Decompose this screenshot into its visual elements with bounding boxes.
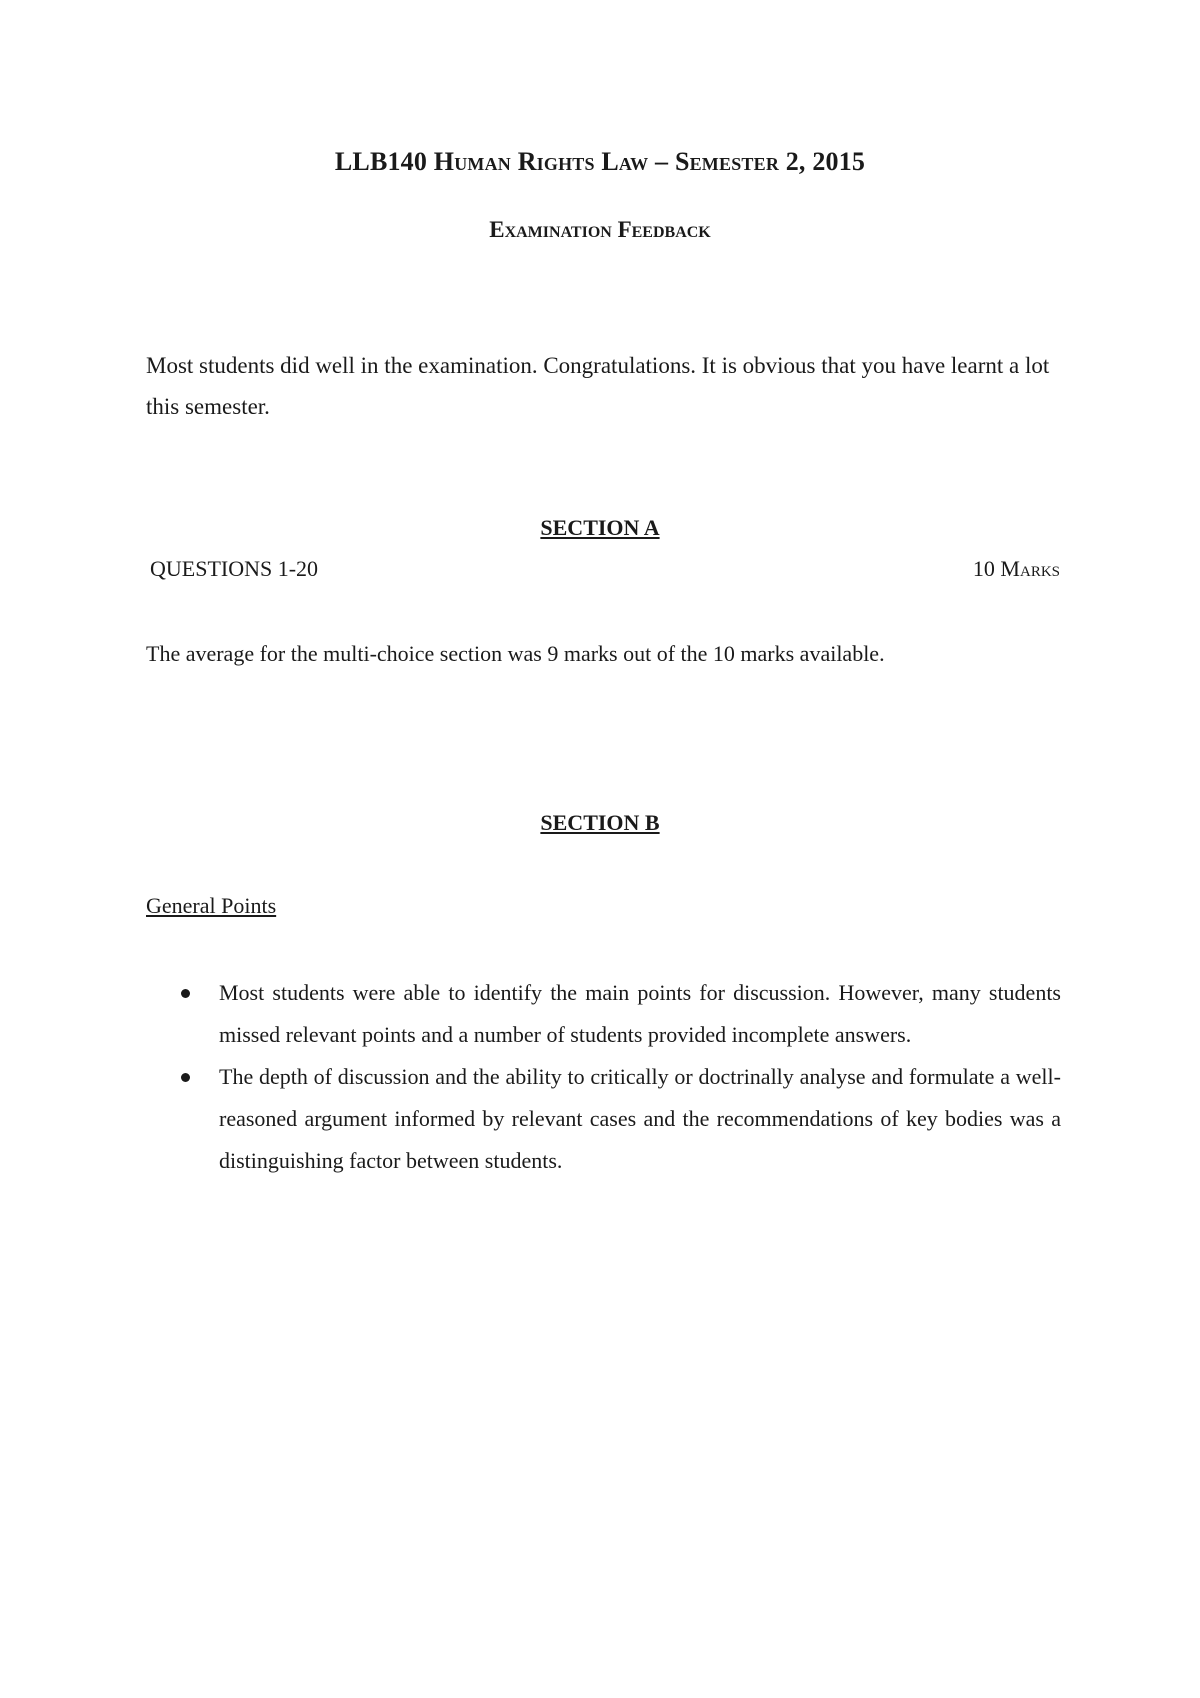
section-b-heading: SECTION B	[540, 810, 660, 835]
list-item	[146, 1056, 1061, 1182]
general-points-heading: General Points	[146, 893, 277, 918]
bullet-icon	[181, 1073, 190, 1082]
document-subtitle: Examination Feedback	[489, 217, 711, 242]
bullet-icon	[181, 989, 190, 998]
list-item-text: Most students were able to identify the main points for discussion. However, many students missed relevant points and a number of students provided incomplete answers.	[219, 980, 1061, 1047]
marks-label: 10 Marks	[972, 556, 1060, 581]
section-a-heading: SECTION A	[540, 515, 660, 540]
intro-paragraph: Most students did well in the examination. Congratulations. It is obvious that you have learnt a lot this semester.	[146, 353, 1050, 419]
section-a-average-text: The average for the multi-choice section was 9 marks out of the 10 marks available.	[146, 641, 885, 666]
questions-label: QUESTIONS 1-20	[150, 556, 319, 581]
list-item	[146, 972, 1061, 1056]
list-item-text: The depth of discussion and the ability to critically or doctrinally analyse and formulate a well-reasoned argument informed by relevant cases and the recommendations of key bodies was a distinguishing factor between students.	[219, 1064, 1061, 1173]
document-title: LLB140 Human Rights Law – Semester 2, 2015	[334, 147, 866, 176]
general-points-list	[146, 972, 1061, 1182]
